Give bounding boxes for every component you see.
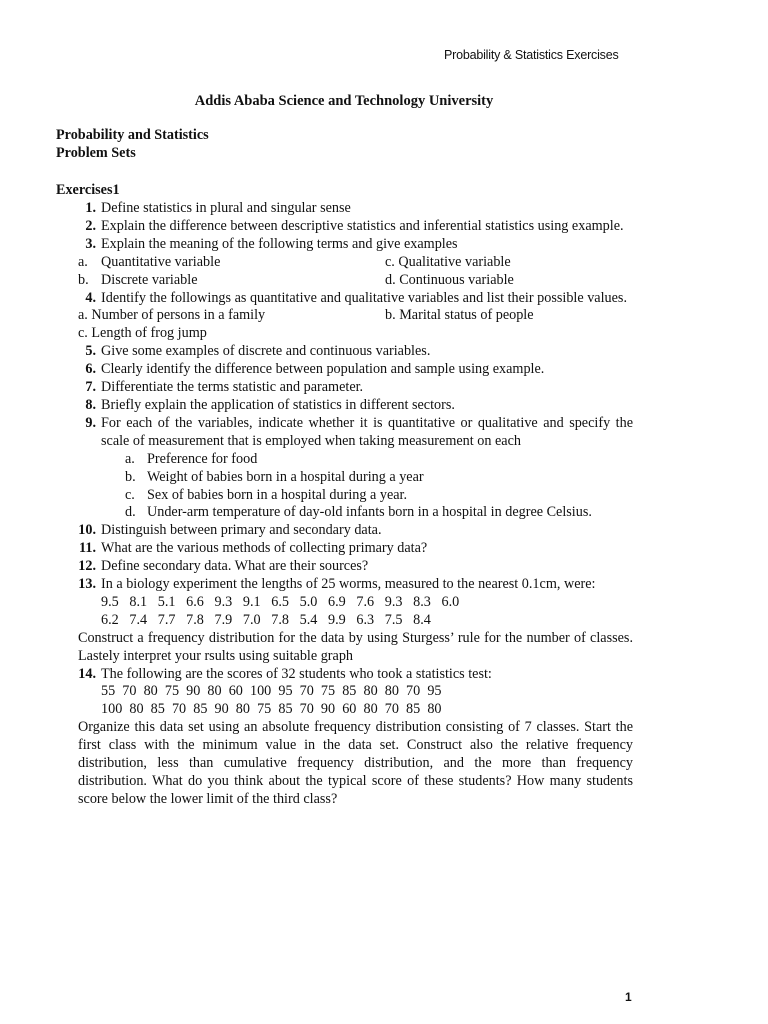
exercise-item [56,236,633,254]
exercise-item [56,290,633,308]
option-text: b. Marital status of people [385,307,534,324]
option-text: Weight of babies born in a hospital during a year [147,468,424,485]
sub-option-row [56,469,633,487]
running-header: Probability & Statistics Exercises [444,48,619,62]
score-data-row: 100 80 85 70 85 90 80 75 85 70 90 60 80 70 85 80 [101,701,442,718]
item-number: 5. [85,343,96,360]
item-number: 11. [79,540,96,557]
sub-option-row [56,254,633,272]
item-number: 4. [85,289,96,306]
option-label: b. [125,468,136,485]
course-subtitle: Problem Sets [56,144,136,161]
item-number: 7. [85,379,96,396]
item-text: For each of the variables, indicate whether it is quantitative or qualitative and specify the scale of measurement that is employed when taking measurement on each [101,414,633,449]
exercise-item [56,379,633,397]
worm-length-data-row: 9.5 8.1 5.1 6.6 9.3 9.1 6.5 5.0 6.9 7.6 9.3 8.3 6.0 [101,593,460,610]
item-text: Identify the followings as quantitative and qualitative variables and list their possible values. [101,289,627,306]
item-text: Explain the difference between descriptive statistics and inferential statistics using example. [101,217,624,234]
option-text: Sex of babies born in a hospital during a year. [147,486,408,503]
exercise-list [56,200,633,809]
option-label: d. [125,504,136,521]
sub-option-row [56,325,633,343]
sub-option-row [56,307,633,325]
item-text: Give some examples of discrete and continuous variables. [101,343,431,360]
item-number: 9. [85,414,96,431]
exercise-item [56,200,633,218]
option-label: a. [125,450,135,467]
page-number: 1 [625,990,632,1004]
option-text: d. Continuous variable [385,271,514,288]
item-number: 2. [85,217,96,234]
sub-option-row [56,451,633,469]
exercise-item [56,540,633,558]
option-label: b. [78,271,89,288]
course-title: Probability and Statistics [56,127,209,143]
worm-length-data-row: 6.2 7.4 7.7 7.8 7.9 7.0 7.8 5.4 9.9 6.3 7.5 8.4 [101,611,431,628]
option-text: c. Qualitative variable [385,253,511,270]
exercise-item [56,218,633,236]
item-text: Distinguish between primary and secondary data. [101,522,382,539]
exercise-item [56,522,633,540]
exercise-item [56,361,633,379]
item-number: 6. [85,361,96,378]
item-text: Explain the meaning of the following terms and give examples [101,235,458,252]
sub-option-row [56,272,633,290]
item-text: Define secondary data. What are their sources? [101,558,369,575]
item-number: 3. [85,235,96,252]
exercise-item [56,576,633,594]
item-number: 10. [78,522,96,539]
exercise-item [56,397,633,415]
exercise-item [56,558,633,576]
item-text: Differentiate the terms statistic and parameter. [101,379,364,396]
score-data-row: 55 70 80 75 90 80 60 100 95 70 75 85 80 80 70 95 [101,683,442,700]
item-number: 8. [85,396,96,413]
item-number: 12. [78,558,96,575]
course-heading [56,127,209,163]
item-text: What are the various methods of collecting primary data? [101,540,428,557]
option-text: Under-arm temperature of day-old infants born in a hospital in degree Celsius. [147,504,592,521]
sub-option-row [56,504,633,522]
instruction-paragraph: Construct a frequency distribution for the data by using Sturgess’ rule for the number of classes. Lastely interpret your rsults using suitable graph [78,629,633,664]
exercise-item [56,666,633,684]
item-text: Briefly explain the application of statistics in different sectors. [101,396,455,413]
option-text: c. Length of frog jump [78,325,207,342]
item-text: Clearly identify the difference between population and sample using example. [101,361,545,378]
item-number: 1. [85,200,96,216]
item-text: In a biology experiment the lengths of 25 worms, measured to the nearest 0.1cm, were: [101,576,596,593]
sub-option-row [56,487,633,505]
item-text: Define statistics in plural and singular sense [101,200,351,216]
university-name: Addis Ababa Science and Technology University [194,93,494,109]
option-label: c. [125,486,135,503]
option-text: Preference for food [147,450,258,467]
exercises-title: Exercises1 [56,182,120,198]
option-text: a. Number of persons in a family [78,307,266,324]
item-text: The following are the scores of 32 students who took a statistics test: [101,665,492,682]
option-label: a. [78,253,88,270]
option-text: Quantitative variable [101,253,221,270]
item-number: 14. [78,665,96,682]
exercise-item [56,415,633,451]
exercise-item [56,343,633,361]
item-number: 13. [78,576,96,593]
option-text: Discrete variable [101,271,198,288]
instruction-paragraph: Organize this data set using an absolute frequency distribution consisting of 7 classes. Start the first class with the minimum value in the data set. Construct also the relative frequency distribution, less than cumulative frequency distribution, and the more than frequency distribution. What do you think about the typical score of these students? How many students score below the lower limit of the third class? [78,719,633,807]
